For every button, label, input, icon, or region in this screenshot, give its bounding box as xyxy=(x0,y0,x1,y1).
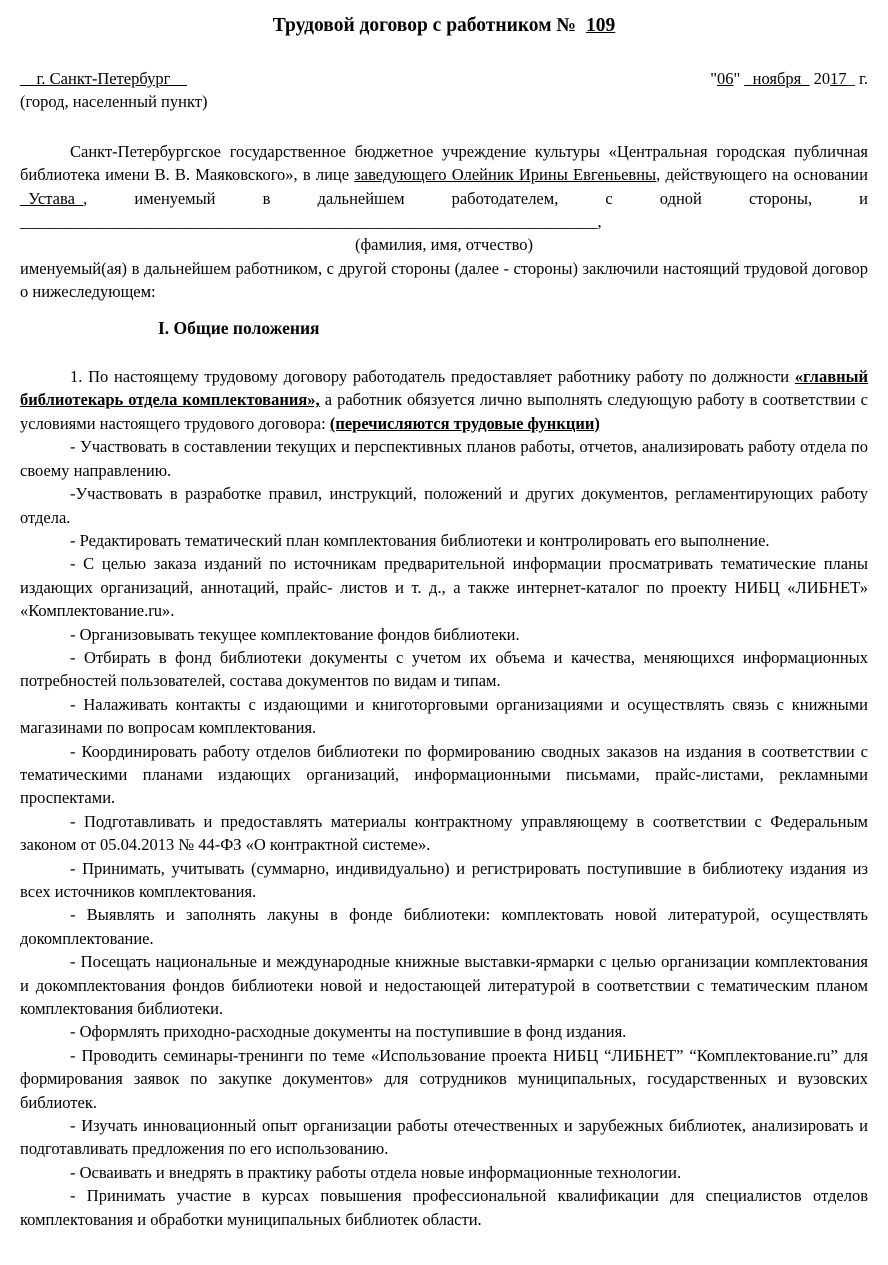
date-line xyxy=(710,67,868,90)
text-segment: , именуемый в дальнейшем работодателем, с одной стороны, и xyxy=(83,188,868,208)
duty-item: - Проводить семинары-тренинги по теме «Использование проекта НИБЦ “ЛИБНЕТ” “Комплектование.ru” для формирования заявок по закупке документов» для сотрудников муниципальных, государственных и вузовских библиотек. xyxy=(20,1045,868,1112)
text-segment: 17 xyxy=(830,69,847,88)
duty-item: - Посещать национальные и международные книжные выставки-ярмарки с целью организации комплектования и докомплектования фондов библиотеки новой и недостающей литературой в соответствии с тематическим планом комплектования библиотеки. xyxy=(20,952,868,1019)
duty-item: - Редактировать тематический план комплектования библиотеки и контролировать его выполнение. xyxy=(70,530,770,550)
text-segment: 20 xyxy=(809,69,831,88)
duty-item: - Выявлять и заполнять лакуны в фонде библиотеки: комплектовать новой литературой, осуществлять докомплектование. xyxy=(20,905,868,948)
text-segment: , действующего на основании xyxy=(656,165,868,185)
text-segment: 06 xyxy=(716,69,734,88)
text-segment: 1. По настоящему трудовому договору работодатель предоставляет работнику работу по должности xyxy=(70,367,795,387)
duty-item: - Оформлять приходно-расходные документы на поступившие в фонд издания. xyxy=(70,1022,627,1042)
duty-item: - С целью заказа изданий по источникам предварительной информации просматривать тематические планы издающих организаций, аннотаций, прайс- листов и т. д., а также интернет-каталог по проекту НИБЦ «ЛИБНЕТ» «Комплектование.ru». xyxy=(20,554,868,621)
duty-item: - Налаживать контакты с издающими и книготорговыми организациями и осуществлять связь с книжными магазинами по вопросам комплектования. xyxy=(20,694,868,738)
duty-item: - Изучать инновационный опыт организации работы отечественных и зарубежных библиотек, анализировать и подготавливать предложения по его использованию. xyxy=(20,1116,868,1159)
place-block xyxy=(20,67,207,114)
place-caption: (город, населенный пункт) xyxy=(20,92,208,112)
text-segment: " xyxy=(733,69,745,88)
duty-item: - Организовывать текущее комплектование фондов библиотеки. xyxy=(70,624,520,644)
document-title-text: Трудовой договор с работником № xyxy=(272,15,576,36)
duty-item: - Принимать участие в курсах повышения профессиональной квалификации для специалистов отделов комплектования и обработки муниципальных библиотек области. xyxy=(20,1186,868,1229)
duty-item: - Принимать, учитывать (суммарно, индивидуально) и регистрировать поступившие в библиотеку издания из всех источников комплектования. xyxy=(20,858,868,901)
duty-item: -Участвовать в разработке правил, инструкций, положений и других документов, регламентирующих работу отдела. xyxy=(20,484,868,527)
text-segment: заведующего Олейник Ирины Евгеньевны xyxy=(354,165,657,185)
intro-paragraph xyxy=(20,140,868,234)
text-segment: _ г. xyxy=(846,69,868,88)
clause-1 xyxy=(20,365,868,435)
section-heading: I. Общие положения xyxy=(158,317,320,338)
duty-item: - Участвовать в составлении текущих и перспективных планов работы, отчетов, анализировать работу отдела по своему направлению. xyxy=(20,437,868,480)
text-segment: _Устава_ xyxy=(20,188,84,208)
place-date-row xyxy=(20,67,868,114)
duty-item: - Координировать работу отделов библиотеки по формированию сводных заказов на издания в соответствии с тематическими планами издающих организаций, информационными письмами, прайс-листами, рекламными проспектами. xyxy=(20,741,868,808)
text-segment: ______________________________________________________________________, xyxy=(20,212,602,232)
duty-item: - Отбирать в фонд библиотеки документы с учетом их объема и качества, меняющихся информационных потребностей пользователей, состава документов по видам и типам. xyxy=(20,647,868,691)
document-title xyxy=(20,14,868,37)
duty-item: - Подготавливать и предоставлять материалы контрактному управляющему в соответствии с Федеральным законом от 05.04.2013 № 44-ФЗ «О контрактной системе». xyxy=(20,811,868,855)
text-segment: «главный библиотекарь отдела комплектования», xyxy=(20,367,868,410)
text-segment: " xyxy=(710,69,717,88)
duties-list xyxy=(20,435,868,1231)
fio-caption: (фамилия, имя, отчество) xyxy=(354,235,534,255)
text-segment: а работник обязуется лично выполнять следующую работу в соответствии с условиями настоящего трудового договора: xyxy=(20,390,869,433)
duty-item: - Осваивать и внедрять в практику работы отдела новые информационные технологии. xyxy=(70,1162,682,1182)
text-segment: _ноября_ xyxy=(744,69,810,88)
place-line: __г. Санкт-Петербург__ xyxy=(20,69,187,88)
contract-number: 109 xyxy=(585,15,616,36)
text-segment: (перечисляются трудовые функции) xyxy=(329,413,600,433)
intro-continuation: именуемый(ая) в дальнейшем работником, с другой стороны (далее - стороны) заключили настоящий трудовой договор о нижеследующем: xyxy=(20,258,868,302)
text-segment: Санкт-Петербургское государственное бюджетное учреждение культуры «Центральная городская публичная библиотека имени В. В. Маяковского», в лице xyxy=(20,141,868,185)
